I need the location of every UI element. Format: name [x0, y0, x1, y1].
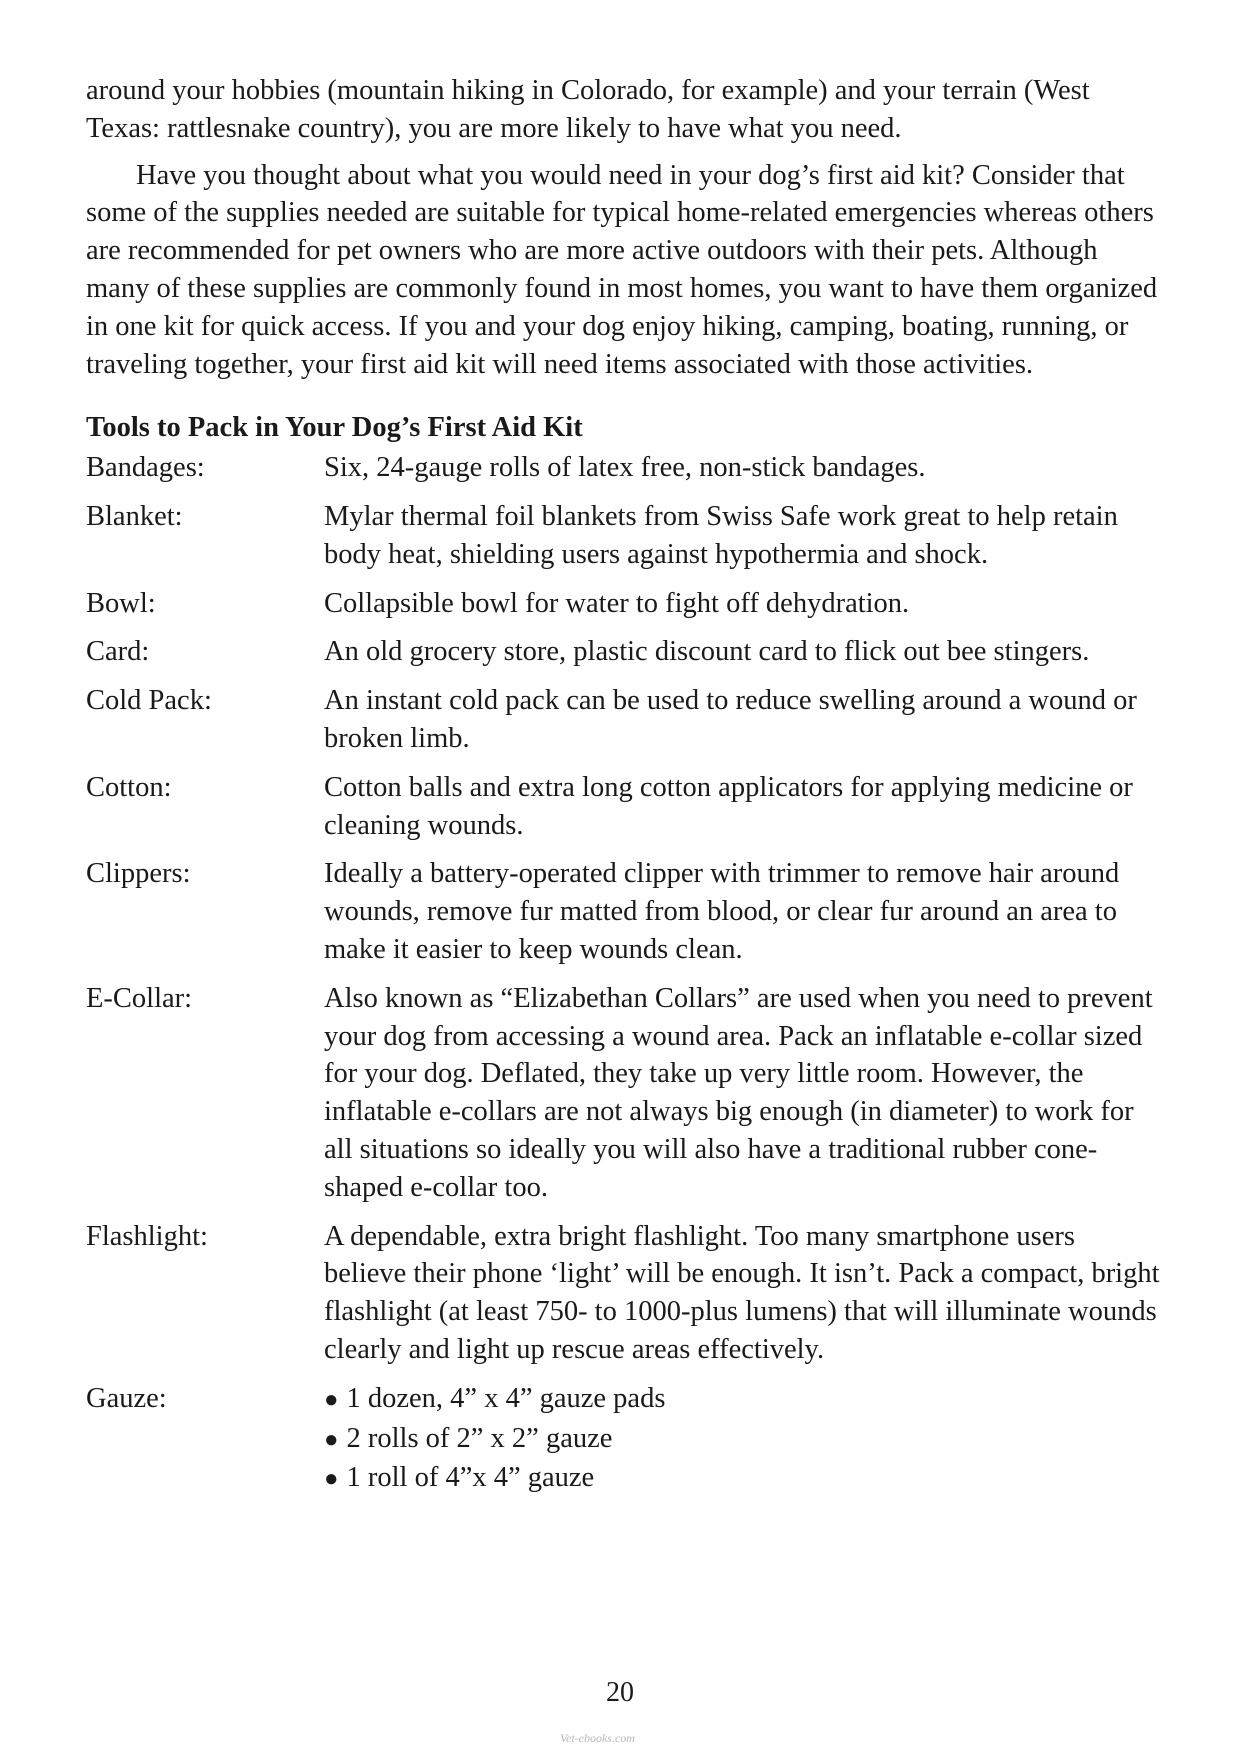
entry-term: Blanket:	[86, 500, 183, 532]
entry-term: Cold Pack:	[86, 685, 212, 717]
entry-definition: Also known as “Elizabethan Collars” are used when you need to prevent your dog from accessing a wound area. Pack an inflatable e-collar sized for your dog. Deflated, they take up very little room. However, the inflatable e-collars are not always big enough (in diameter) to work for all situations so ideally you will also have a traditional rubber cone-shaped e-collar too.	[324, 982, 1153, 1203]
page-number: 20	[606, 1677, 634, 1708]
entry-term: Gauze:	[86, 1382, 167, 1414]
entry-blanket	[86, 498, 1161, 574]
entry-definition: Collapsible bowl for water to fight off dehydration.	[324, 587, 910, 619]
entry-card	[86, 633, 1161, 671]
entry-term: Cotton:	[86, 771, 172, 803]
entry-term: Bowl:	[86, 587, 156, 619]
list-item-text: 2 rolls of 2” x 2” gauze	[346, 1422, 613, 1454]
entry-term: Bandages:	[86, 452, 205, 484]
entry-definition: A dependable, extra bright flashlight. Too many smartphone users believe their phone ‘light’ will be enough. It isn’t. Pack a compact, bright flashlight (at least 750- to 1000-plus lumens) that will illuminate wounds clearly and light up rescue areas effectively.	[324, 1220, 1160, 1365]
watermark-logo	[560, 1729, 690, 1747]
entry-gauze	[86, 1380, 1161, 1499]
section-heading: Tools to Pack in Your Dog’s First Aid Kit	[86, 412, 583, 444]
intro-paragraph-2: Have you thought about what you would need in your dog’s first aid kit? Consider that some of the supplies needed are suitable for typical home-related emergencies whereas others are recommended for pet owners who are more active outdoors with their pets. Although many of these supplies are commonly found in most homes, you want to have them organized in one kit for quick access. If you and your dog enjoy hiking, camping, boating, running, or traveling together, your first aid kit will need items associated with those activities.	[86, 159, 1158, 380]
supply-list	[86, 449, 1161, 1499]
bullet-icon: ●	[324, 1426, 339, 1453]
entry-term: Card:	[86, 636, 150, 668]
entry-definition: Mylar thermal foil blankets from Swiss Safe work great to help retain body heat, shielding users against hypothermia and shock.	[324, 500, 1118, 570]
page-body	[86, 72, 1161, 1510]
entry-term: E-Collar:	[86, 982, 193, 1014]
entry-cold-pack	[86, 682, 1161, 758]
entry-term: Clippers:	[86, 858, 191, 890]
entry-definition: Six, 24-gauge rolls of latex free, non-stick bandages.	[324, 452, 926, 484]
entry-definition	[324, 1380, 1161, 1499]
entry-definition: Cotton balls and extra long cotton applicators for applying medicine or cleaning wounds.	[324, 771, 1133, 841]
entry-e-collar	[86, 980, 1161, 1207]
list-item	[324, 1420, 1161, 1460]
entry-clippers	[86, 855, 1161, 968]
list-item	[324, 1459, 1161, 1499]
bullet-icon: ●	[324, 1386, 339, 1413]
entry-cotton	[86, 769, 1161, 845]
entry-definition: An instant cold pack can be used to reduce swelling around a wound or broken limb.	[324, 685, 1137, 754]
list-item-text: 1 dozen, 4” x 4” gauze pads	[346, 1382, 666, 1414]
entry-definition: Ideally a battery-operated clipper with trimmer to remove hair around wounds, remove fur matted from blood, or clear fur around an area to make it easier to keep wounds clean.	[324, 858, 1120, 965]
gauze-bullet-list	[324, 1380, 1161, 1499]
entry-term: Flashlight:	[86, 1220, 208, 1252]
entry-flashlight	[86, 1218, 1161, 1369]
watermark-text: Vet-ebooks.com	[560, 1731, 635, 1745]
entry-definition: An old grocery store, plastic discount card to flick out bee stingers.	[324, 636, 1090, 668]
entry-bowl	[86, 585, 1161, 623]
bullet-icon: ●	[324, 1466, 339, 1493]
intro-paragraph-1: around your hobbies (mountain hiking in Colorado, for example) and your terrain (West Texas: rattlesnake country), you are more likely to have what you need.	[86, 75, 1090, 144]
list-item	[324, 1380, 1161, 1420]
list-item-text: 1 roll of 4”x 4” gauze	[346, 1462, 595, 1494]
entry-bandages	[86, 449, 1161, 487]
